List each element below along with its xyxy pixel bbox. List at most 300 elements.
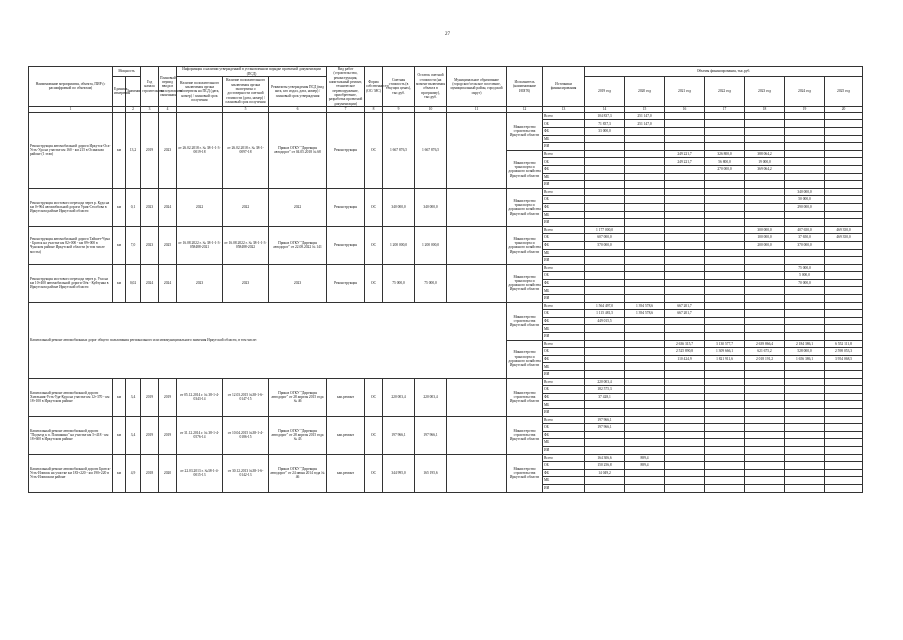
- amount-cell: [745, 317, 785, 325]
- amount-cell: [585, 181, 625, 189]
- source-label: ИИ: [543, 446, 585, 454]
- amount-cell: [825, 128, 863, 136]
- amount-cell: [785, 484, 825, 492]
- table-row: [29, 416, 863, 424]
- object-cost: 1 200 000,0: [383, 226, 415, 264]
- object-approval: Приказ ОГКУ "Дирекция автодорог" от 28 апреля 2015 года № 43: [269, 416, 327, 454]
- amount-cell: 70 000,0: [785, 279, 825, 287]
- amount-cell: [705, 325, 745, 333]
- object-cost: 197 966,1: [383, 416, 415, 454]
- hdr-ownership: Форма собственности (ОС/ МС): [365, 67, 383, 107]
- table-row: [29, 454, 863, 462]
- amount-cell: [745, 211, 785, 219]
- source-label: ОБ: [543, 234, 585, 242]
- amount-cell: [625, 128, 665, 136]
- amount-cell: [665, 234, 705, 242]
- amount-cell: 71 837,3: [585, 120, 625, 128]
- executor-name: Министерство транспорта и дорожного хозяйства Иркутской области: [507, 264, 543, 302]
- column-number: 10: [415, 106, 447, 112]
- amount-cell: [785, 469, 825, 477]
- amount-cell: [825, 249, 863, 257]
- amount-cell: [825, 317, 863, 325]
- source-label: Всего: [543, 264, 585, 272]
- object-unit: км: [113, 378, 126, 416]
- amount-cell: [745, 295, 785, 303]
- column-number: 5: [223, 106, 269, 112]
- source-label: Всего: [543, 454, 585, 462]
- amount-cell: [625, 219, 665, 227]
- object-remaining-cost: 197 966,1: [415, 416, 447, 454]
- amount-cell: [785, 454, 825, 462]
- amount-cell: [825, 158, 863, 166]
- table-row: [29, 188, 863, 196]
- amount-cell: [665, 287, 705, 295]
- object-municipality: [447, 416, 507, 454]
- object-end-year: 2019: [159, 378, 177, 416]
- amount-cell: [705, 135, 745, 143]
- amount-cell: [745, 219, 785, 227]
- amount-cell: [745, 431, 785, 439]
- object-start-year: 2023: [141, 226, 159, 264]
- source-label: Всего: [543, 112, 585, 120]
- amount-cell: [585, 484, 625, 492]
- column-number: 16: [665, 106, 705, 112]
- amount-cell: [705, 279, 745, 287]
- column-number: 14: [585, 106, 625, 112]
- object-end-year: 2025: [159, 226, 177, 264]
- amount-cell: 2 598 053,3: [825, 348, 863, 356]
- object-unit: км: [113, 188, 126, 226]
- object-value: 3,4: [126, 378, 141, 416]
- object-ownership: ОС: [365, 112, 383, 188]
- object-start-year: 2019: [141, 112, 159, 188]
- amount-cell: [585, 272, 625, 280]
- object-expertise: от 22.03.2013 г. №38-1-4-0015-13: [177, 454, 223, 492]
- executor-name: Министерство транспорта и дорожного хозяйства Иркутской области: [507, 226, 543, 264]
- amount-cell: [705, 477, 745, 485]
- amount-cell: [705, 143, 745, 151]
- object-end-year: 2023: [159, 112, 177, 188]
- amount-cell: [785, 408, 825, 416]
- source-label: ОБ: [543, 386, 585, 394]
- amount-cell: [585, 401, 625, 409]
- amount-cell: 182 575,3: [585, 386, 625, 394]
- source-label: МБ: [543, 287, 585, 295]
- amount-cell: [825, 378, 863, 386]
- amount-cell: [625, 469, 665, 477]
- amount-cell: [745, 325, 785, 333]
- amount-cell: [585, 325, 625, 333]
- object-reliability: от 30.12.2013 №38-1-6-0142-13: [223, 454, 269, 492]
- object-cost: 75 000,0: [383, 264, 415, 302]
- amount-cell: 2 639 866,4: [745, 340, 785, 348]
- amount-cell: [705, 462, 745, 470]
- amount-cell: [665, 249, 705, 257]
- amount-cell: [745, 287, 785, 295]
- source-label: МБ: [543, 135, 585, 143]
- amount-cell: [825, 173, 863, 181]
- amount-cell: [625, 477, 665, 485]
- amount-cell: [785, 378, 825, 386]
- object-unit: км: [113, 112, 126, 188]
- amount-cell: 326 800,0: [705, 150, 745, 158]
- amount-cell: [745, 279, 785, 287]
- amount-cell: [665, 317, 705, 325]
- object-value: 0,02: [126, 264, 141, 302]
- amount-cell: [825, 272, 863, 280]
- amount-cell: [585, 279, 625, 287]
- amount-cell: [705, 317, 745, 325]
- amount-cell: [665, 203, 705, 211]
- column-number: 4: [159, 106, 177, 112]
- object-reliability: от 26.02.2018 г. № 38-1-0097-18: [223, 112, 269, 188]
- amount-cell: [585, 348, 625, 356]
- object-cost: 1 667 876,5: [383, 112, 415, 188]
- source-label: Всего: [543, 188, 585, 196]
- object-unit: км: [113, 264, 126, 302]
- amount-cell: [665, 439, 705, 447]
- executor-name: Министерство строительства Иркутской области: [507, 378, 543, 416]
- source-label: ФБ: [543, 203, 585, 211]
- amount-cell: [625, 386, 665, 394]
- amount-cell: 889,4: [625, 454, 665, 462]
- amount-cell: [705, 188, 745, 196]
- amount-cell: [745, 484, 785, 492]
- amount-cell: [625, 165, 665, 173]
- hdr-positive-expertise: Наличие положительного заключения органа экспертизы на ПСД (дата, номер) / плановый срок получения: [177, 77, 223, 107]
- hdr-approval-details: Реквизиты утверждения ПСД (вид акта, кто издал, дата, номер) / плановый срок утверждения: [269, 77, 327, 107]
- amount-cell: [785, 135, 825, 143]
- amount-cell: [745, 371, 785, 379]
- amount-cell: [825, 188, 863, 196]
- amount-cell: 370 000,0: [785, 241, 825, 249]
- amount-cell: [785, 257, 825, 265]
- amount-cell: [665, 446, 705, 454]
- amount-cell: [745, 257, 785, 265]
- amount-cell: [625, 279, 665, 287]
- amount-cell: 50 000,0: [785, 196, 825, 204]
- amount-cell: [785, 477, 825, 485]
- hdr-value: Значение: [126, 77, 141, 107]
- amount-cell: [625, 363, 665, 371]
- amount-cell: [825, 454, 863, 462]
- amount-cell: 1 564 497,0: [585, 302, 625, 310]
- amount-cell: [665, 128, 705, 136]
- source-label: МБ: [543, 401, 585, 409]
- amount-cell: [745, 112, 785, 120]
- amount-cell: [665, 408, 705, 416]
- amount-cell: [625, 333, 665, 341]
- object-end-year: 2019: [159, 416, 177, 454]
- amount-cell: [705, 264, 745, 272]
- amount-cell: [825, 120, 863, 128]
- amount-cell: [625, 401, 665, 409]
- amount-cell: [585, 408, 625, 416]
- column-number: 15: [625, 106, 665, 112]
- amount-cell: [825, 401, 863, 409]
- object-start-year: 2019: [141, 416, 159, 454]
- amount-cell: [585, 135, 625, 143]
- object-approval: Приказ ОГКУ "Дирекция автодорог" от 22.08.2022 № 141: [269, 226, 327, 264]
- source-label: МБ: [543, 173, 585, 181]
- column-number: 2: [126, 106, 141, 112]
- column-number: 9: [383, 106, 415, 112]
- amount-cell: [785, 173, 825, 181]
- hdr-finance-volumes: Объемы финансирования, тыс.руб.: [585, 67, 863, 77]
- amount-cell: [825, 264, 863, 272]
- amount-cell: [745, 181, 785, 189]
- amount-cell: [665, 295, 705, 303]
- amount-cell: [665, 477, 705, 485]
- object-reliability: 2022: [223, 188, 269, 226]
- amount-cell: [785, 295, 825, 303]
- amount-cell: [625, 408, 665, 416]
- amount-cell: [585, 333, 625, 341]
- amount-cell: [825, 287, 863, 295]
- object-start-year: 2024: [141, 264, 159, 302]
- amount-cell: [825, 302, 863, 310]
- object-ownership: ОС: [365, 416, 383, 454]
- amount-cell: [705, 295, 745, 303]
- amount-cell: 667 201,7: [665, 302, 705, 310]
- object-start-year: 2018: [141, 454, 159, 492]
- object-remaining-cost: 165 195,6: [415, 454, 447, 492]
- amount-cell: [625, 416, 665, 424]
- amount-cell: [665, 165, 705, 173]
- object-work-type: кап.ремонт: [327, 454, 365, 492]
- amount-cell: [785, 287, 825, 295]
- amount-cell: [665, 401, 705, 409]
- column-number: 20: [825, 106, 863, 112]
- amount-cell: [785, 181, 825, 189]
- amount-cell: [825, 257, 863, 265]
- source-label: Всего: [543, 378, 585, 386]
- amount-cell: [585, 203, 625, 211]
- amount-cell: [825, 203, 863, 211]
- amount-cell: [745, 173, 785, 181]
- object-work-type: кап.ремонт: [327, 378, 365, 416]
- amount-cell: [705, 249, 745, 257]
- column-number: 7: [327, 106, 365, 112]
- object-remaining-cost: 1 200 000,0: [415, 226, 447, 264]
- hdr-design-info: Информация о наличии утвержденной в установленном порядке проектной документации (ПСД): [177, 67, 327, 77]
- object-municipality: [447, 378, 507, 416]
- hdr-year-2020: 2020 год: [625, 77, 665, 107]
- amount-cell: [705, 424, 745, 432]
- amount-cell: 667 201,7: [665, 310, 705, 318]
- amount-cell: [785, 462, 825, 470]
- amount-cell: [745, 439, 785, 447]
- amount-cell: 290 000,0: [785, 203, 825, 211]
- amount-cell: [785, 325, 825, 333]
- amount-cell: 110 424,9: [665, 355, 705, 363]
- amount-cell: [625, 173, 665, 181]
- amount-cell: 6 552 111,8: [825, 340, 863, 348]
- amount-cell: 251 147,0: [625, 112, 665, 120]
- hdr-unit: Единица измерения: [113, 77, 126, 107]
- object-municipality: [447, 188, 507, 226]
- amount-cell: 2 184 386,1: [785, 340, 825, 348]
- amount-cell: [665, 325, 705, 333]
- amount-cell: 251 147,0: [625, 120, 665, 128]
- amount-cell: [825, 439, 863, 447]
- amount-cell: [665, 416, 705, 424]
- amount-cell: 528 000,0: [785, 348, 825, 356]
- amount-cell: [825, 408, 863, 416]
- amount-cell: [665, 112, 705, 120]
- amount-cell: 104 837,3: [585, 112, 625, 120]
- amount-cell: [825, 181, 863, 189]
- amount-cell: [705, 310, 745, 318]
- source-label: ИИ: [543, 219, 585, 227]
- amount-cell: [705, 469, 745, 477]
- amount-cell: [705, 408, 745, 416]
- object-remaining-cost: 220 003,4: [415, 378, 447, 416]
- source-label: ОБ: [543, 310, 585, 318]
- column-number: 3: [141, 106, 159, 112]
- amount-cell: [625, 317, 665, 325]
- amount-cell: [705, 363, 745, 371]
- amount-cell: 3 130 577,7: [705, 340, 745, 348]
- source-label: ИИ: [543, 257, 585, 265]
- amount-cell: [665, 211, 705, 219]
- source-label: ИИ: [543, 295, 585, 303]
- amount-cell: [625, 181, 665, 189]
- hdr-start-year: Год начала строительства: [141, 67, 159, 107]
- amount-cell: [785, 416, 825, 424]
- amount-cell: [785, 363, 825, 371]
- amount-cell: 249 221,7: [665, 158, 705, 166]
- amount-cell: 1 821 911,6: [705, 355, 745, 363]
- column-number: 12: [507, 106, 543, 112]
- amount-cell: [585, 295, 625, 303]
- column-number: 18: [745, 106, 785, 112]
- amount-cell: [745, 302, 785, 310]
- amount-cell: [585, 143, 625, 151]
- object-work-type: кап.ремонт: [327, 416, 365, 454]
- object-expertise: 2023: [177, 264, 223, 302]
- object-unit: км: [113, 226, 126, 264]
- amount-cell: [745, 196, 785, 204]
- hdr-year-2023: 2023 год: [745, 77, 785, 107]
- amount-cell: [825, 416, 863, 424]
- amount-cell: [745, 333, 785, 341]
- amount-cell: 100 000,0: [745, 234, 785, 242]
- amount-cell: [625, 234, 665, 242]
- amount-cell: [825, 462, 863, 470]
- amount-cell: [665, 279, 705, 287]
- table-body: [29, 67, 863, 493]
- source-label: МБ: [543, 211, 585, 219]
- amount-cell: [705, 226, 745, 234]
- amount-cell: [785, 165, 825, 173]
- object-approval: Приказ ОГКУ "Дирекция автодорог" от 24 июня 2014 года № 46: [269, 454, 327, 492]
- amount-cell: 2 636 315,7: [665, 340, 705, 348]
- source-label: ФБ: [543, 165, 585, 173]
- amount-cell: [745, 424, 785, 432]
- amount-cell: [585, 173, 625, 181]
- object-remaining-cost: 340 000,0: [415, 188, 447, 226]
- amount-cell: [825, 211, 863, 219]
- source-label: ОБ: [543, 348, 585, 356]
- amount-cell: 164 306,6: [585, 454, 625, 462]
- source-label: ФБ: [543, 355, 585, 363]
- table-row: [29, 378, 863, 386]
- object-end-year: 2024: [159, 188, 177, 226]
- amount-cell: [585, 477, 625, 485]
- amount-cell: [705, 393, 745, 401]
- amount-cell: [665, 272, 705, 280]
- object-name: Капитальный ремонт автомобильной дороги Хмельник-Усть-Уда-Куда на участке км 12+370 - км 18+100 в Иркутском районе: [29, 378, 113, 416]
- amount-cell: [705, 120, 745, 128]
- amount-cell: [665, 143, 705, 151]
- amount-cell: [825, 431, 863, 439]
- amount-cell: [665, 424, 705, 432]
- amount-cell: [625, 150, 665, 158]
- amount-cell: [585, 371, 625, 379]
- amount-cell: [585, 287, 625, 295]
- amount-cell: [825, 196, 863, 204]
- amount-cell: [785, 310, 825, 318]
- amount-cell: [825, 386, 863, 394]
- amount-cell: 449 015,5: [585, 317, 625, 325]
- source-label: МБ: [543, 325, 585, 333]
- object-name: Реконструкция автомобильной дороги Тайшет-Чуна - Братск на участке км 82+000 - км 89+000 в Чунском районе Иркутской области (в том числе мосты): [29, 226, 113, 264]
- amount-cell: [825, 333, 863, 341]
- source-label: Всего: [543, 302, 585, 310]
- amount-cell: [785, 302, 825, 310]
- amount-cell: 1 309 666,1: [705, 348, 745, 356]
- amount-cell: [625, 143, 665, 151]
- amount-cell: [705, 378, 745, 386]
- amount-cell: [625, 272, 665, 280]
- amount-cell: [665, 120, 705, 128]
- amount-cell: [825, 143, 863, 151]
- amount-cell: [625, 393, 665, 401]
- object-expertise: от 31.12.2014 г. № 38-1-4-0576-14: [177, 416, 223, 454]
- amount-cell: [665, 469, 705, 477]
- amount-cell: [825, 135, 863, 143]
- amount-cell: [825, 371, 863, 379]
- amount-cell: [665, 393, 705, 401]
- object-reliability: от 12.03.2015 №38-1-6-0147-15: [223, 378, 269, 416]
- source-label: ИИ: [543, 484, 585, 492]
- amount-cell: [745, 454, 785, 462]
- amount-cell: [745, 401, 785, 409]
- amount-cell: [665, 188, 705, 196]
- amount-cell: [665, 226, 705, 234]
- object-end-year: 2020: [159, 454, 177, 492]
- amount-cell: [785, 158, 825, 166]
- amount-cell: [705, 401, 745, 409]
- amount-cell: [825, 112, 863, 120]
- object-name: Реконструкция автомобильной дороги Иркутск-Оса-Усть-Уда на участке км 160 - км 215 в Осинском районе (1 этап): [29, 112, 113, 188]
- hdr-estimate-cost: Сметная стоимость (в текущих ценах), тыс.руб.: [383, 67, 415, 107]
- amount-cell: 469 350,0: [825, 226, 863, 234]
- object-work-type: Реконструкция: [327, 226, 365, 264]
- source-label: ИИ: [543, 143, 585, 151]
- hdr-remaining-cost: Остаток сметной стоимости (на момент включения объекта в программу), тыс.руб.: [415, 67, 447, 107]
- amount-cell: 369 064,2: [745, 165, 785, 173]
- amount-cell: [705, 112, 745, 120]
- executor-name: Министерство строительства Иркутской области: [507, 112, 543, 150]
- object-name: Капитальный ремонт автомобильной дороги "Подъезд к п. Плишкино" на участке км 5+418 - км 18+600 в Иркутском районе: [29, 416, 113, 454]
- amount-cell: [665, 181, 705, 189]
- amount-cell: [705, 203, 745, 211]
- amount-cell: [705, 181, 745, 189]
- amount-cell: [625, 249, 665, 257]
- amount-cell: [825, 484, 863, 492]
